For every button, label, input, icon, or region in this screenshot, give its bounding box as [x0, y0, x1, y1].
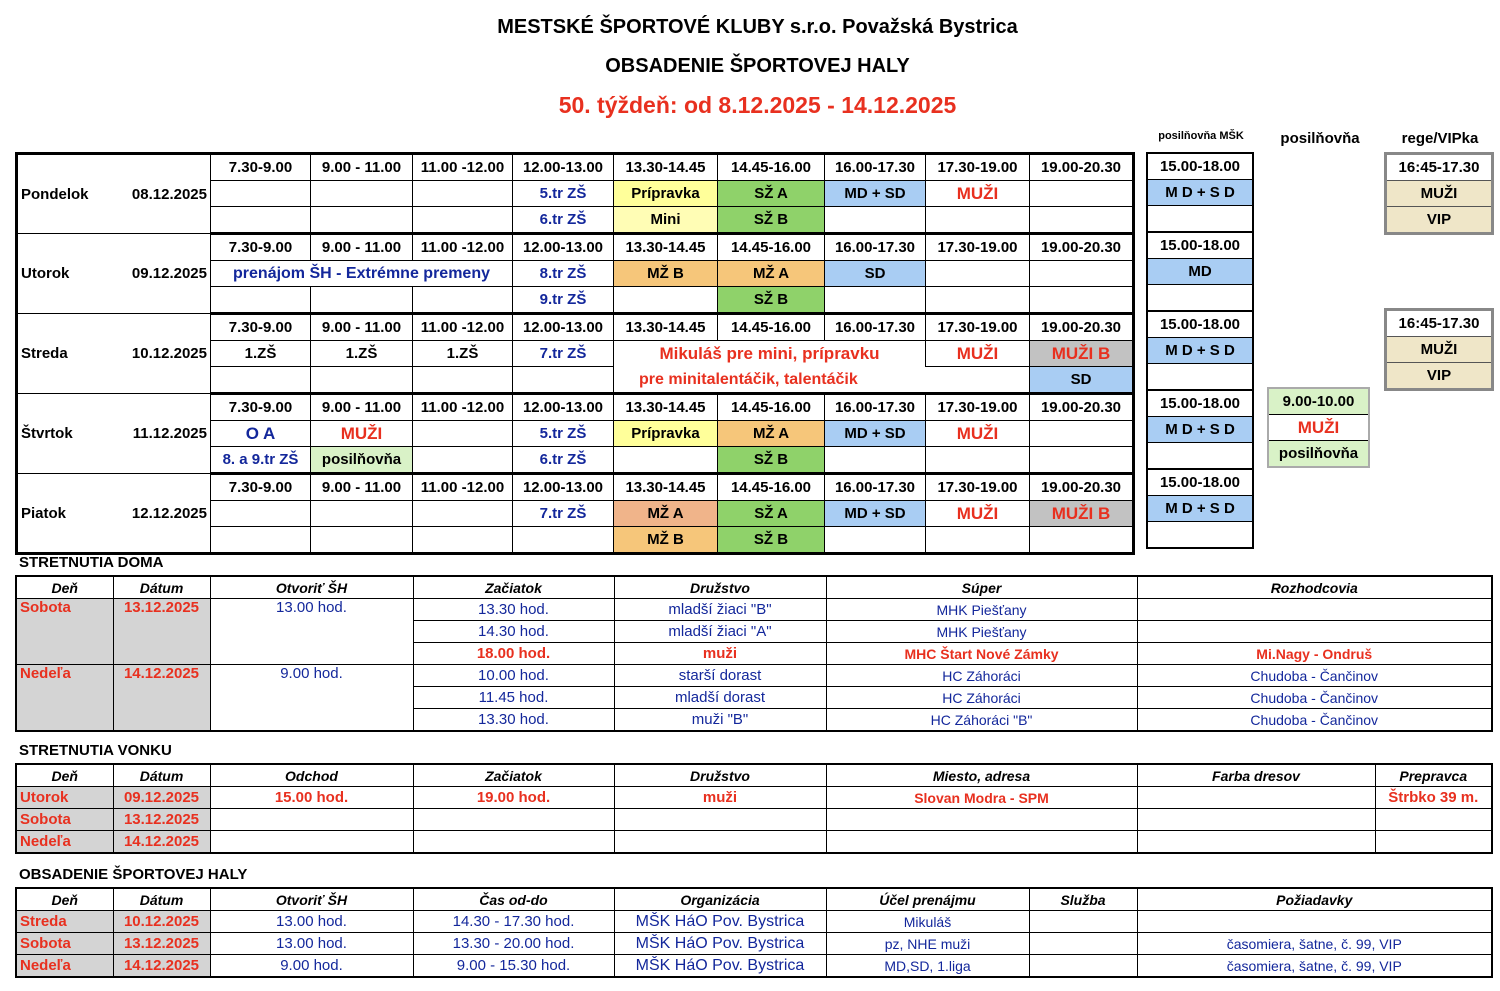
cell: MŽ A: [718, 421, 825, 447]
time-slot: 17.30-19.00: [926, 234, 1030, 261]
cell: [1029, 911, 1137, 933]
cell: HC Záhoráci: [826, 687, 1137, 709]
cell: Mikuláš: [826, 911, 1029, 933]
col-header: Dátum: [113, 888, 210, 911]
time-slot: 14.45-16.00: [718, 394, 825, 421]
time-slot: 15.00-18.00: [1147, 232, 1253, 259]
time-slot: 15.00-18.00: [1147, 469, 1253, 496]
day-date: 09.12.2025: [113, 787, 210, 809]
col-header: Súper: [826, 576, 1137, 599]
table-row: [16, 831, 1492, 854]
table-row: [16, 599, 1492, 621]
cell: VIP: [1386, 363, 1493, 390]
time-slot: 12.00-13.00: [513, 474, 614, 501]
cell: MUŽI: [1386, 337, 1493, 363]
cell: MŽ A: [718, 261, 825, 287]
time-slot: 9.00 - 11.00: [311, 314, 413, 341]
col-header: Začiatok: [413, 576, 614, 599]
time-slot: 11.00 -12.00: [413, 394, 513, 421]
cell: MUŽI: [926, 181, 1030, 207]
day-name: Piatok: [17, 474, 115, 554]
time-slot: 7.30-9.00: [211, 154, 311, 181]
col-header: Odchod: [210, 764, 413, 787]
cell: MUŽI: [311, 421, 413, 447]
col-header: Dátum: [113, 576, 210, 599]
cell: Prípravka: [614, 181, 718, 207]
cell: muži "B": [614, 709, 826, 732]
cell: 8. a 9.tr ZŠ: [211, 447, 311, 474]
col-header: Požiadavky: [1137, 888, 1492, 911]
time-slot: 19.00-20.30: [1030, 474, 1134, 501]
time-slot: 12.00-13.00: [513, 234, 614, 261]
col-header: Účel prenájmu: [826, 888, 1029, 911]
day-name: Nedeľa: [16, 831, 113, 854]
table-row: [16, 665, 1492, 687]
cell: Chudoba - Čančinov: [1137, 665, 1492, 687]
cell: [1029, 955, 1137, 978]
cell: SŽ A: [718, 181, 825, 207]
cell: HC Záhoráci: [826, 665, 1137, 687]
posil-table: [1267, 387, 1370, 468]
day-name: Pondelok: [17, 154, 115, 234]
cell: Mikuláš pre mini, prípravku: [614, 341, 926, 367]
cell: MD + SD: [825, 421, 926, 447]
rege-table-streda: [1384, 308, 1494, 391]
cell: 13.00 hod.: [210, 911, 413, 933]
cell: MŽ B: [614, 527, 718, 554]
cell: MUŽI: [926, 341, 1030, 367]
col-header: Deň: [16, 764, 113, 787]
cell: MŠK HáO Pov. Bystrica: [614, 955, 826, 978]
time-slot: 9.00 - 11.00: [311, 234, 413, 261]
day-date: 10.12.2025: [115, 314, 211, 394]
time-slot: 14.45-16.00: [718, 314, 825, 341]
cell: prenájom ŠH - Extrémne premeny: [211, 261, 513, 287]
obsadenie-table: [15, 887, 1493, 978]
col-header: Deň: [16, 888, 113, 911]
day-name: Štvrtok: [17, 394, 115, 474]
cell: MHK Piešťany: [826, 599, 1137, 621]
cell: 1.ZŠ: [211, 341, 311, 367]
day-date: 14.12.2025: [113, 665, 210, 732]
vonku-table: [15, 763, 1493, 854]
day-name: Streda: [17, 314, 115, 394]
day-date: 14.12.2025: [113, 831, 210, 854]
cell: Slovan Modra - SPM: [826, 787, 1137, 809]
label-rege: rege/VIPka: [1401, 130, 1479, 147]
section-vonku-title: STRETNUTIA VONKU: [19, 742, 172, 759]
col-header: Začiatok: [413, 764, 614, 787]
time-slot: 11.00 -12.00: [413, 154, 513, 181]
day-date: 13.12.2025: [113, 933, 210, 955]
time-slot: 17.30-19.00: [926, 154, 1030, 181]
cell: 6.tr ZŠ: [513, 207, 614, 234]
time-slot: 9.00 - 11.00: [311, 154, 413, 181]
cell: Prípravka: [614, 421, 718, 447]
cell: MD: [1147, 259, 1253, 285]
cell: MUŽI: [926, 501, 1030, 527]
posil-msk-table: [1146, 152, 1254, 549]
cell: Chudoba - Čančinov: [1137, 687, 1492, 709]
day-date: 11.12.2025: [115, 394, 211, 474]
time-slot: 17.30-19.00: [926, 474, 1030, 501]
cell: 7.tr ZŠ: [513, 501, 614, 527]
cell: mladší žiaci "A": [614, 621, 826, 643]
day-date: 13.12.2025: [113, 599, 210, 665]
cell: 13.30 hod.: [413, 709, 614, 732]
time-slot: 16.00-17.30: [825, 394, 926, 421]
day-date: 08.12.2025: [115, 154, 211, 234]
cell: [1029, 933, 1137, 955]
cell: pz, NHE muži: [826, 933, 1029, 955]
time-slot: 16.00-17.30: [825, 234, 926, 261]
cell: 16:45-17.30: [1386, 310, 1493, 337]
cell: MHC Štart Nové Zámky: [826, 643, 1137, 665]
cell: 13.30 hod.: [413, 599, 614, 621]
col-header: Prepravca: [1375, 764, 1492, 787]
cell: časomiera, šatne, č. 99, VIP: [1137, 955, 1492, 978]
col-header: Organizácia: [614, 888, 826, 911]
day-name: Sobota: [16, 809, 113, 831]
cell: MUŽI B: [1030, 341, 1134, 367]
cell: MD + SD: [825, 501, 926, 527]
time-slot: 13.30-14.45: [614, 394, 718, 421]
time-slot: 9.00 - 11.00: [311, 474, 413, 501]
cell: 9.00 - 15.30 hod.: [413, 955, 614, 978]
time-slot: 12.00-13.00: [513, 314, 614, 341]
col-header: Čas od-do: [413, 888, 614, 911]
time-slot: 17.30-19.00: [926, 314, 1030, 341]
cell: VIP: [1386, 207, 1493, 234]
cell: 8.tr ZŠ: [513, 261, 614, 287]
time-slot: 7.30-9.00: [211, 314, 311, 341]
cell: 10.00 hod.: [413, 665, 614, 687]
cell: M D + S D: [1147, 417, 1253, 443]
table-row: [16, 911, 1492, 933]
time-slot: 7.30-9.00: [211, 474, 311, 501]
cell: MUŽI B: [1030, 501, 1134, 527]
time-slot: 16.00-17.30: [825, 314, 926, 341]
cell: [1137, 599, 1492, 621]
time-slot: 13.30-14.45: [614, 474, 718, 501]
cell: SD: [825, 261, 926, 287]
time-slot: 16.00-17.30: [825, 474, 926, 501]
cell: 9.00-10.00: [1268, 388, 1369, 415]
time-slot: 15.00-18.00: [1147, 153, 1253, 180]
rege-table-pondelok: [1384, 152, 1494, 235]
time-slot: 11.00 -12.00: [413, 234, 513, 261]
table-row: [17, 474, 1134, 501]
time-slot: 12.00-13.00: [513, 394, 614, 421]
cell: M D + S D: [1147, 180, 1253, 206]
cell: 5.tr ZŠ: [513, 181, 614, 207]
cell: Chudoba - Čančinov: [1137, 709, 1492, 732]
col-header: Družstvo: [614, 764, 826, 787]
cell: Mi.Nagy - Ondruš: [1137, 643, 1492, 665]
cell: MŠK HáO Pov. Bystrica: [614, 911, 826, 933]
table-row: [16, 933, 1492, 955]
cell: 11.45 hod.: [413, 687, 614, 709]
cell: 9.00 hod.: [210, 955, 413, 978]
cell: 1.ZŠ: [311, 341, 413, 367]
time-slot: 14.45-16.00: [718, 154, 825, 181]
col-header: Miesto, adresa: [826, 764, 1137, 787]
time-slot: 7.30-9.00: [211, 394, 311, 421]
header-club: MESTSKÉ ŠPORTOVÉ KLUBY s.r.o. Považská Bystrica: [497, 16, 1018, 38]
day-date: 13.12.2025: [113, 809, 210, 831]
day-date: 14.12.2025: [113, 955, 210, 978]
table-row: [16, 809, 1492, 831]
cell: 13.30 - 20.00 hod.: [413, 933, 614, 955]
time-slot: 15.00-18.00: [1147, 390, 1253, 417]
cell: 18.00 hod.: [413, 643, 614, 665]
time-slot: 9.00 - 11.00: [311, 394, 413, 421]
cell: pre minitalentáčik, talentáčik: [614, 367, 1030, 394]
time-slot: 19.00-20.30: [1030, 314, 1134, 341]
cell: MŽ A: [614, 501, 718, 527]
header-week: 50. týždeň: od 8.12.2025 - 14.12.2025: [558, 92, 957, 118]
cell: 16:45-17.30: [1386, 154, 1493, 181]
time-slot: 14.45-16.00: [718, 234, 825, 261]
cell: [1137, 621, 1492, 643]
cell: 9.tr ZŠ: [513, 287, 614, 314]
open-time: 13.00 hod.: [210, 599, 413, 665]
col-header: Družstvo: [614, 576, 826, 599]
day-name: Sobota: [16, 933, 113, 955]
cell: HC Záhoráci "B": [826, 709, 1137, 732]
cell: O A: [211, 421, 311, 447]
section-doma-title: STRETNUTIA DOMA: [19, 554, 164, 571]
time-slot: 19.00-20.30: [1030, 234, 1134, 261]
day-name: Streda: [16, 911, 113, 933]
cell: [1137, 787, 1375, 809]
cell: časomiera, šatne, č. 99, VIP: [1137, 933, 1492, 955]
cell: MŠK HáO Pov. Bystrica: [614, 933, 826, 955]
section-obsadenie-title: OBSADENIE ŠPORTOVEJ HALY: [19, 866, 248, 883]
time-slot: 15.00-18.00: [1147, 311, 1253, 338]
cell: MUŽI: [1386, 181, 1493, 207]
label-posil: posilňovňa: [1280, 130, 1360, 147]
cell: 5.tr ZŠ: [513, 421, 614, 447]
day-date: 10.12.2025: [113, 911, 210, 933]
time-slot: 13.30-14.45: [614, 154, 718, 181]
cell: SŽ B: [718, 207, 825, 234]
doma-table: [15, 575, 1493, 732]
cell: SŽ B: [718, 527, 825, 554]
col-header: Služba: [1029, 888, 1137, 911]
day-name: Nedeľa: [16, 665, 113, 732]
cell: posilňovňa: [311, 447, 413, 474]
day-date: 12.12.2025: [115, 474, 211, 554]
cell: 1.ZŠ: [413, 341, 513, 367]
time-slot: 19.00-20.30: [1030, 394, 1134, 421]
cell: 19.00 hod.: [413, 787, 614, 809]
table-row: [17, 314, 1134, 341]
cell: [1137, 911, 1492, 933]
day-name: Utorok: [16, 787, 113, 809]
col-header: Otvoriť ŠH: [210, 888, 413, 911]
open-time: 9.00 hod.: [210, 665, 413, 732]
col-header: Rozhodcovia: [1137, 576, 1492, 599]
label-posil-msk: posilňovňa MŠK: [1158, 130, 1244, 142]
col-header: Dátum: [113, 764, 210, 787]
day-date: 09.12.2025: [115, 234, 211, 314]
cell: posilňovňa: [1268, 441, 1369, 468]
day-name: Utorok: [17, 234, 115, 314]
cell: M D + S D: [1147, 496, 1253, 522]
cell: muži: [614, 787, 826, 809]
cell: starší dorast: [614, 665, 826, 687]
col-header: Deň: [16, 576, 113, 599]
time-slot: 16.00-17.30: [825, 154, 926, 181]
cell: MD,SD, 1.liga: [826, 955, 1029, 978]
table-row: [17, 394, 1134, 421]
cell: SD: [1030, 367, 1134, 394]
table-row: [16, 955, 1492, 978]
cell: MUŽI: [1268, 415, 1369, 441]
table-row: [17, 234, 1134, 261]
cell: SŽ B: [718, 447, 825, 474]
cell: Mini: [614, 207, 718, 234]
cell: 13.00 hod.: [210, 933, 413, 955]
time-slot: 14.45-16.00: [718, 474, 825, 501]
time-slot: 19.00-20.30: [1030, 154, 1134, 181]
time-slot: 13.30-14.45: [614, 234, 718, 261]
cell: Štrbko 39 m.: [1375, 787, 1492, 809]
cell: SŽ B: [718, 287, 825, 314]
day-name: Nedeľa: [16, 955, 113, 978]
cell: muži: [614, 643, 826, 665]
table-row: [16, 787, 1492, 809]
header-title: OBSADENIE ŠPORTOVEJ HALY: [605, 55, 910, 77]
time-slot: 12.00-13.00: [513, 154, 614, 181]
cell: 6.tr ZŠ: [513, 447, 614, 474]
col-header: Otvoriť ŠH: [210, 576, 413, 599]
table-row: [17, 154, 1134, 181]
time-slot: 11.00 -12.00: [413, 474, 513, 501]
cell: 14.30 - 17.30 hod.: [413, 911, 614, 933]
cell: MUŽI: [926, 421, 1030, 447]
cell: MŽ B: [614, 261, 718, 287]
cell: SŽ A: [718, 501, 825, 527]
cell: 7.tr ZŠ: [513, 341, 614, 367]
time-slot: 11.00 -12.00: [413, 314, 513, 341]
cell: MHK Piešťany: [826, 621, 1137, 643]
col-header: Farba dresov: [1137, 764, 1375, 787]
cell: mladší žiaci "B": [614, 599, 826, 621]
cell: MD + SD: [825, 181, 926, 207]
schedule-table: [15, 152, 1135, 555]
time-slot: 17.30-19.00: [926, 394, 1030, 421]
time-slot: 13.30-14.45: [614, 314, 718, 341]
cell: 14.30 hod.: [413, 621, 614, 643]
day-name: Sobota: [16, 599, 113, 665]
cell: 15.00 hod.: [210, 787, 413, 809]
cell: M D + S D: [1147, 338, 1253, 364]
time-slot: 7.30-9.00: [211, 234, 311, 261]
cell: mladší dorast: [614, 687, 826, 709]
